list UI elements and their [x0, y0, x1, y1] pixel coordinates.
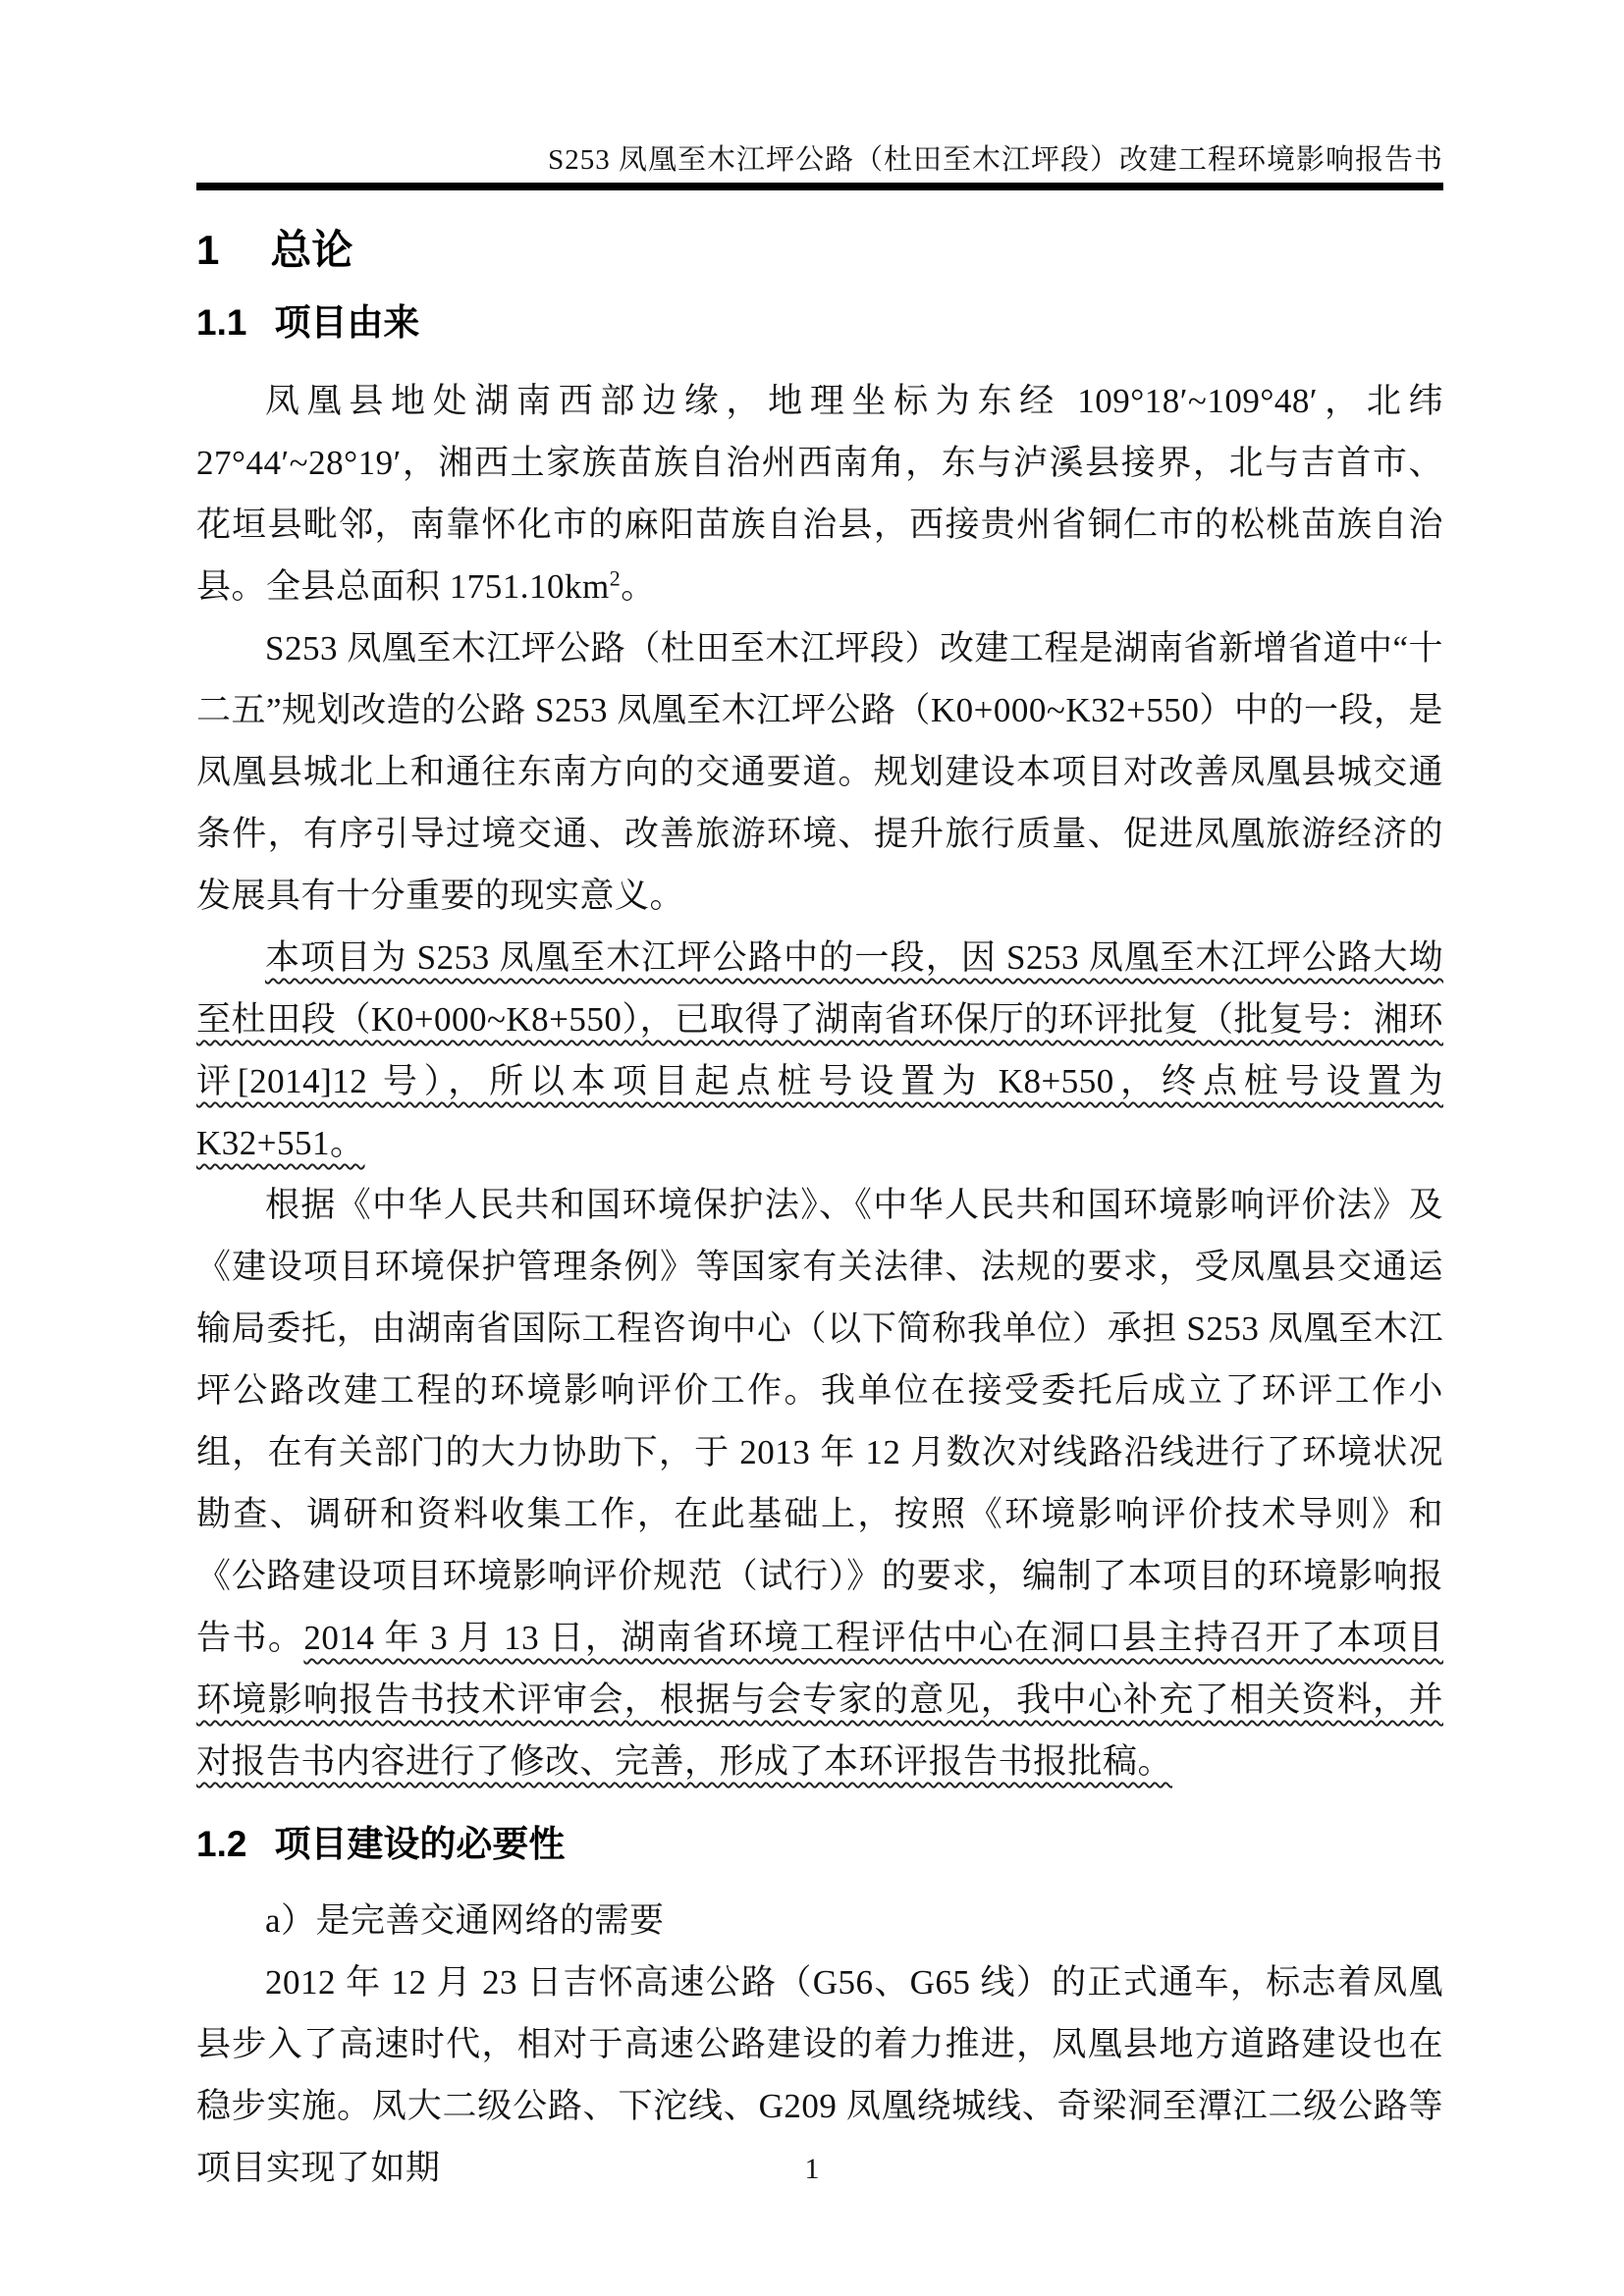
chapter-number: 1: [196, 227, 220, 273]
page-number: 1: [804, 2153, 820, 2185]
header-divider-rule: [196, 183, 1443, 190]
section-1-1-number: 1.1: [196, 302, 247, 343]
section-1-2-title: 项目建设的必要性: [274, 1824, 566, 1864]
paragraph-item-a-text: a）是完善交通网络的需要: [265, 1901, 665, 1940]
chapter-title: 总论: [270, 227, 353, 273]
chapter-heading: [196, 226, 1443, 275]
paragraph-county-overview-text: 凤凰县地处湖南西部边缘，地理坐标为东经 109°18′~109°48′，北纬 27°44′~28°19′，湘西土家族苗族自治州西南角，东与泸溪县接界，北与吉首市、花垣县毗邻，南靠怀化市的麻阳苗族自治县，西接贵州省铜仁市的松桃苗族自治县。全县总面积 1751.10km: [196, 382, 1443, 606]
page-footer: [0, 2153, 1624, 2186]
paragraph-item-a: [196, 1890, 1443, 1951]
running-title: S253 凤凰至木江坪公路（杜田至木江坪段）改建工程环境影响报告书: [548, 144, 1443, 176]
section-heading-1-1: [196, 300, 1443, 345]
paragraph-eia-process-text: 根据《中华人民共和国环境保护法》、《中华人民共和国环境影响评价法》及《建设项目环境保护管理条例》等国家有关法律、法规的要求，受凤凰县交通运输局委托，由湖南省国际工程咨询中心（以下简称我单位）承担 S253 凤凰至木江坪公路改建工程的环境影响评价工作。我单位在接受委托后成立了环评工作小组，在有关部门的大力协助下，于 2013 年 12 月数次对线路沿线进行了环境状况勘查、调研和资料收集工作，在此基础上，按照《环境影响评价技术导则》和《公路建设项目环境影响评价规范（试行）》的要求，编制了本项目的环境影响报告书。: [196, 1186, 1443, 1657]
underlined-passage-review-meeting: 2014 年 3 月 13 日，湖南省环境工程评估中心在洞口县主持召开了本项目环境影响报告书技术评审会，根据与会专家的意见，我中心补充了相关资料，并对报告书内容进行了修改、完善，形成了本环评报告书报批稿。: [196, 1619, 1443, 1781]
paragraph-project-background-text: S253 凤凰至木江坪公路（杜田至木江坪段）改建工程是湖南省新增省道中“十二五”规划改造的公路 S253 凤凰至木江坪公路（K0+000~K32+550）中的一段，是凤凰县城北上和通往东南方向的交通要道。规划建设本项目对改善凤凰县城交通条件，有序引导过境交通、改善旅游环境、提升旅行质量、促进凤凰旅游经济的发展具有十分重要的现实意义。: [196, 629, 1443, 915]
paragraph-eia-process: [196, 1174, 1443, 1792]
page-header: [196, 0, 1443, 177]
section-1-1-title: 项目由来: [274, 302, 420, 343]
square-kilometer-superscript: 2: [609, 565, 622, 591]
paragraph-traffic-network-text: 2012 年 12 月 23 日吉怀高速公路（G56、G65 线）的正式通车，标志着凤凰县步入了高速时代，相对于高速公路建设的着力推进，凤凰县地方道路建设也在稳步实施。凤大二级公路、下沱线、G209 凤凰绕城线、奇梁洞至潭江二级公路等项目实现了如期: [196, 1963, 1443, 2187]
section-heading-1-2: [196, 1822, 1443, 1866]
paragraph-county-overview-tail: 。: [621, 567, 656, 606]
paragraph-project-scope: [196, 927, 1443, 1174]
section-1-1-body: [196, 370, 1443, 1792]
underlined-passage-project-scope: 本项目为 S253 凤凰至木江坪公路中的一段，因 S253 凤凰至木江坪公路大坳至杜田段（K0+000~K8+550），已取得了湖南省环保厅的环评批复（批复号：湘环评[2014]12 号），所以本项目起点桩号设置为 K8+550，终点桩号设置为 K32+551。: [196, 938, 1443, 1162]
paragraph-county-overview: [196, 370, 1443, 617]
section-1-2-number: 1.2: [196, 1824, 247, 1864]
paragraph-project-background: [196, 617, 1443, 927]
